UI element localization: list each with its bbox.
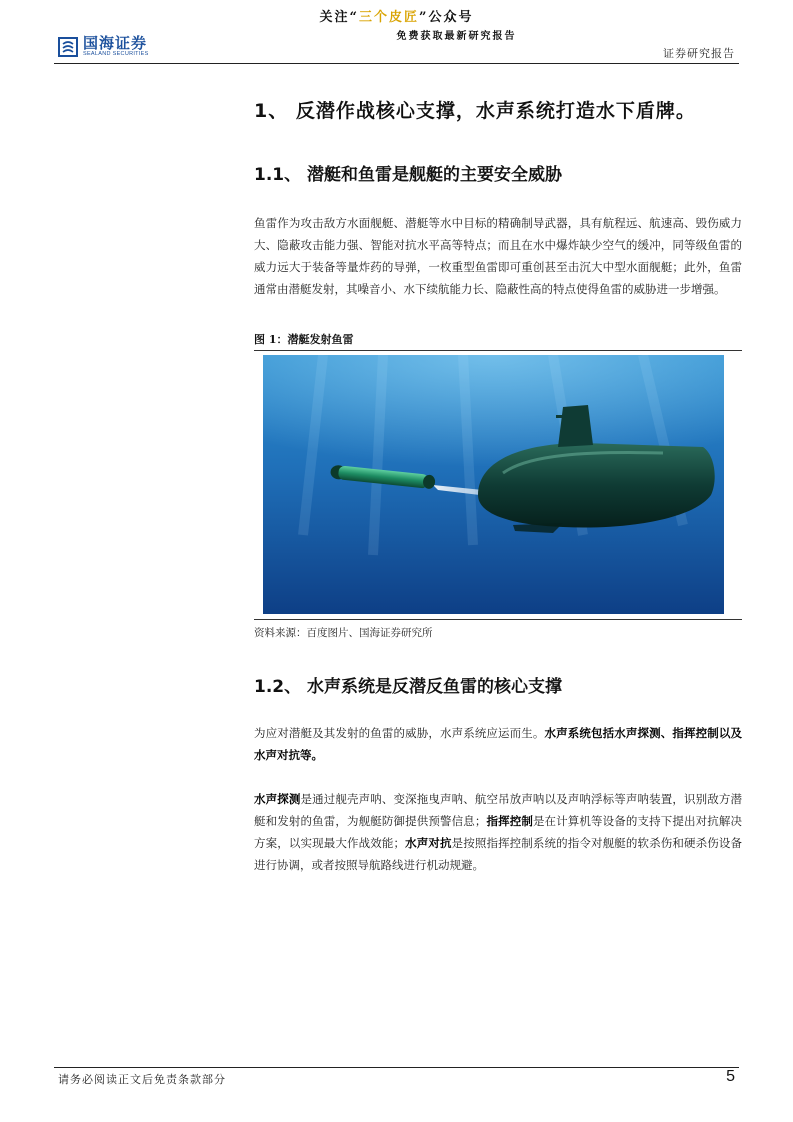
footer-disclaimer: 请务必阅读正文后免责条款部分 [58,1073,226,1086]
term-acoustic-countermeasure: 水声对抗 [404,836,452,850]
banner-highlight: 三个皮匠 [358,10,419,25]
term-command-control: 指挥控制 [486,814,533,828]
figure-1-source: 资料来源：百度图片、国海证券研究所 [254,627,433,639]
logo-name-en: SEALAND SECURITIES [83,51,149,57]
section-1-2-heading: 1.2、 水声系统是反潜反鱼雷的核心支撑 [254,677,563,697]
report-type-label: 证券研究报告 [663,47,735,60]
banner-follow-text: 关注“三个皮匠”公众号 [319,10,474,25]
figure-bottom-rule [254,619,742,620]
section-1-2-paragraph-2: 水声探测是通过舰壳声呐、变深拖曳声呐、航空吊放声呐以及声呐浮标等声呐装置，识别敌方潜艇和发射的鱼雷，为舰艇防御提供预警信息；指挥控制是在计算机等设备的支持下提出对抗解决方案，以实现最大作战效能；水声对抗是按照指挥控制系统的指令对舰艇的软杀伤和硬杀伤设备进行协调，或者按照导航路线进行机动规避。 [254,792,743,872]
logo-icon [58,37,78,57]
banner-subtext: 免费获取最新研究报告 [396,31,517,42]
section-1-1-heading: 1.1、 潜艇和鱼雷是舰艇的主要安全威胁 [254,165,563,185]
logo-name-cn: 国海证券 [83,34,148,52]
term-sonar-detection: 水声探测 [254,792,301,806]
section-1-2-paragraph-1: 为应对潜艇及其发射的鱼雷的威胁，水声系统应运而生。水声系统包括水声探测、指挥控制以及水声对抗等。 [254,726,742,762]
section-1-heading: 1、 反潜作战核心支撑，水声系统打造水下盾牌。 [254,100,696,122]
header-divider [54,63,739,64]
company-logo [58,36,149,58]
page-number: 5 [726,1068,735,1085]
figure-1-caption: 图 1：潜艇发射鱼雷 [254,331,742,351]
footer-divider [54,1067,739,1068]
section-1-1-paragraph: 鱼雷作为攻击敌方水面舰艇、潜艇等水中目标的精确制导武器，具有航程远、航速高、毁伤威力大、隐蔽攻击能力强、智能对抗水平高等特点；而且在水中爆炸缺少空气的缓冲，同等级鱼雷的威力远大于装备等量炸药的导弹，一枚重型鱼雷即可重创甚至击沉大中型水面舰艇；此外，鱼雷通常由潜艇发射，其噪音小、水下续航能力长、隐蔽性高的特点使得鱼雷的威胁进一步增强。 [254,216,742,296]
emphasis-text: 水声系统包括水声探测、指挥控制以及水声对抗等。 [254,726,742,762]
submarine-launching-torpedo-image [263,355,724,614]
